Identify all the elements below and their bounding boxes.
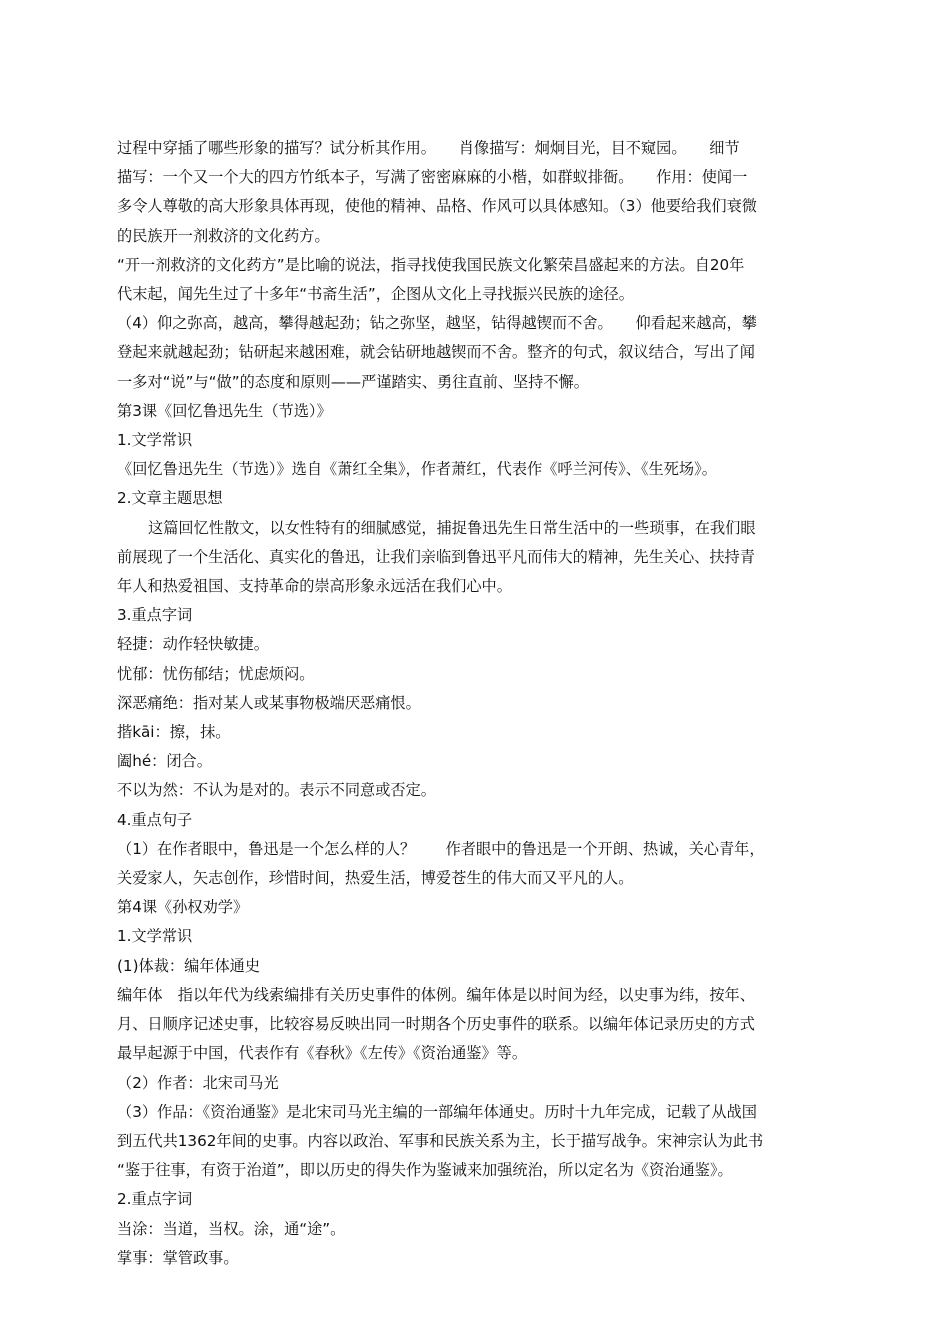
text-line: （2）作者：北宋司马光 — [117, 1073, 279, 1092]
text-line: 多令人尊敬的高大形象具体再现，使他的精神、品格、作风可以具体感知。（3）他要给我们衰微 — [117, 197, 757, 216]
text-line: 描写：一个又一个大的四方竹纸本子，写满了密密麻麻的小楷，如群蚁排衙。 作用：使闻一 — [117, 168, 748, 187]
section-heading: 2.文章主题思想 — [117, 489, 223, 508]
text-line: （3）作品：《资治通鉴》是北宋司马光主编的一部编年体通史。历时十九年完成，记载了从战国 — [117, 1102, 757, 1121]
vocab-entry: 不以为然：不认为是对的。表示不同意或否定。 — [117, 781, 436, 800]
vocab-entry: 阖hé：闭合。 — [117, 752, 212, 771]
vocab-entry: 揩kāi：擦，抹。 — [117, 723, 231, 742]
text-line: 到五代共1362年间的史事。内容以政治、军事和民族关系为主，长于描写战争。宋神宗认为此书 — [117, 1131, 764, 1150]
text-line: 月、日顺序记述史事，比较容易反映出同一时期各个历史事件的联系。以编年体记录历史的方式 — [117, 1015, 755, 1034]
text-line: （4）仰之弥高，越高，攀得越起劲；钻之弥坚，越坚，钻得越锲而不舍。 仰看起来越高，攀 — [117, 314, 757, 333]
section-heading: 4.重点句子 — [117, 810, 193, 829]
text-line: “开一剂救济的文化药方”是比喻的说法，指寻找使我国民族文化繁荣昌盛起来的方法。自20年 — [117, 255, 745, 274]
text-line: （1）在作者眼中，鲁迅是一个怎么样的人？ 作者眼中的鲁迅是一个开朗、热诚，关心青年， — [117, 839, 765, 858]
text-line: 这篇回忆性散文，以女性特有的细腻感觉，捕捉鲁迅先生日常生活中的一些琐事，在我们眼 — [148, 518, 756, 537]
section-heading: 1.文学常识 — [117, 431, 193, 450]
vocab-entry: 深恶痛绝：指对某人或某事物极端厌恶痛恨。 — [117, 693, 421, 712]
vocab-entry: 掌事：掌管政事。 — [117, 1248, 239, 1267]
section-heading: 1.文学常识 — [117, 927, 193, 946]
vocab-entry: 忧郁：忧伤郁结；忧虑烦闷。 — [117, 664, 315, 683]
text-line: 《回忆鲁迅先生（节选）》选自《萧红全集》，作者萧红，代表作《呼兰河传》、《生死场》。 — [117, 460, 717, 479]
lesson-title: 第4课《孙权劝学》 — [117, 898, 249, 917]
text-line: “鉴于往事，有资于治道”，即以历史的得失作为鉴诫来加强统治，所以定名为《资治通鉴》。 — [117, 1161, 733, 1180]
text-line: 最早起源于中国，代表作有《春秋》《左传》《资治通鉴》等。 — [117, 1044, 528, 1063]
text-line: 登起来就越起劲；钻研起来越困难，就会钻研地越锲而不舍。整齐的句式，叙议结合，写出了闻 — [117, 343, 755, 362]
section-heading: 2.重点字词 — [117, 1190, 193, 1209]
vocab-entry: 当涂：当道，当权。涂，通“途”。 — [117, 1219, 346, 1238]
lesson-title: 第3课《回忆鲁迅先生（节选）》 — [117, 401, 332, 420]
text-line: 过程中穿插了哪些形象的描写？试分析其作用。 肖像描写：炯炯目光，目不窥园。 细节 — [117, 139, 740, 157]
text-line: 年人和热爱祖国、支持革命的崇高形象永远活在我们心中。 — [117, 577, 512, 596]
text-line: (1)体裁：编年体通史 — [117, 956, 261, 975]
text-line: 编年体 指以年代为线索编排有关历史事件的体例。编年体是以时间为经，以史事为纬，按年、 — [117, 985, 755, 1004]
text-line: 前展现了一个生活化、真实化的鲁迅，让我们亲临到鲁迅平凡而伟大的精神，先生关心、扶持青 — [117, 547, 755, 566]
text-line: 关爱家人，矢志创作，珍惜时间，热爱生活，博爱苍生的伟大而又平凡的人。 — [117, 869, 634, 888]
section-heading: 3.重点字词 — [117, 606, 193, 625]
vocab-entry: 轻捷：动作轻快敏捷。 — [117, 635, 269, 654]
text-line: 代末起，闻先生过了十多年“书斋生活”，企图从文化上寻找振兴民族的途径。 — [117, 285, 634, 304]
text-line: 一多对“说”与“做”的态度和原则——严谨踏实、勇往直前、坚持不懈。 — [117, 372, 589, 391]
text-line: 的民族开一剂救济的文化药方。 — [117, 226, 330, 245]
